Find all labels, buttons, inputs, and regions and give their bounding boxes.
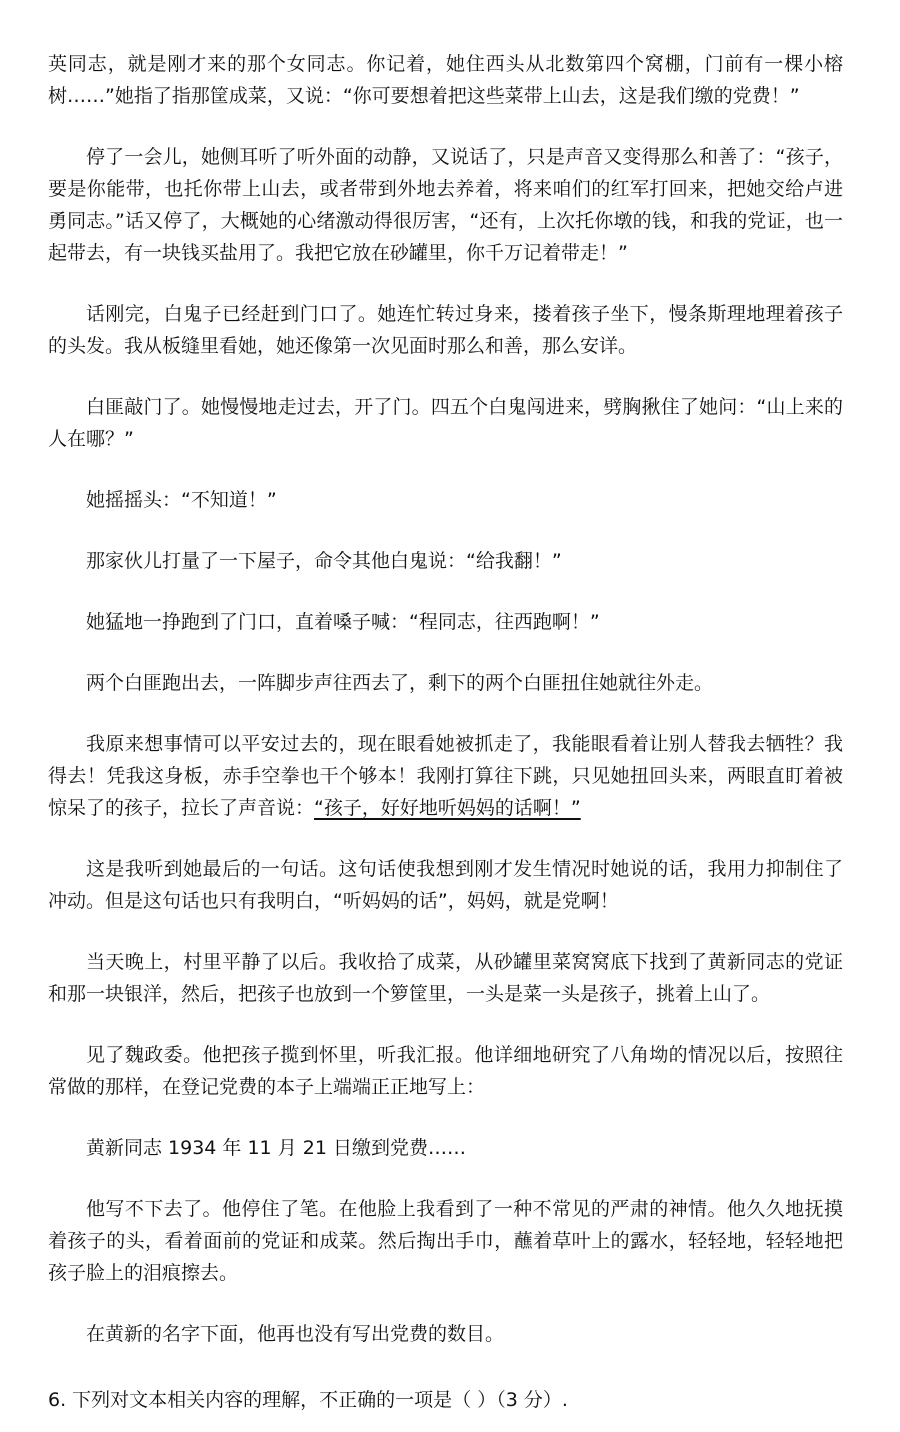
paragraph-6: 那家伙儿打量了一下屋子，命令其他白鬼说：“给我翻！” bbox=[86, 550, 562, 572]
paragraph-2: 停了一会儿，她侧耳听了听外面的动静，又说话了，只是声音又变得那么和善了：“孩子，要是你能带，也托你带上山去，或者带到外地去养着，将来咱们的红军打回来，把她交给卢进勇同志。”话又停了，大概她的心绪激动得很厉害，“还有，上次托你墩的钱，和我的党证，也一起带去，有一块钱买盐用了。我把它放在砂罐里，你千万记着带走！” bbox=[48, 146, 843, 264]
paragraph-14: 他写不下去了。他停住了笔。在他脸上我看到了一种不常见的严肃的神情。他久久地抚摸着孩子的头，看着面前的党证和成菜。然后掏出手巾，蘸着草叶上的露水，轻轻地，轻轻地把孩子脸上的泪痕擦去。 bbox=[48, 1198, 843, 1284]
question-6: 6. 下列对文本相关内容的理解，不正确的一项是（ ）（3 分）. bbox=[48, 1389, 568, 1411]
paragraph-7: 她猛地一挣跑到了门口，直着嗓子喊：“程同志，往西跑啊！” bbox=[86, 611, 600, 633]
paragraph-10: 这是我听到她最后的一句话。这句话使我想到刚才发生情况时她说的话，我用力抑制住了冲动。但是这句话也只有我明白，“听妈妈的话”，妈妈，就是党啊！ bbox=[48, 858, 843, 912]
paragraph-3: 话刚完，白鬼子已经赶到门口了。她连忙转过身来，搂着孩子坐下，慢条斯理地理着孩子的头发。我从板缝里看她，她还像第一次见面时那么和善，那么安详。 bbox=[48, 303, 843, 357]
paragraph-4: 白匪敲门了。她慢慢地走过去，开了门。四五个白鬼闯进来，劈胸揪住了她问：“山上来的人在哪？” bbox=[48, 396, 843, 450]
paragraph-15: 在黄新的名字下面，他再也没有写出党费的数目。 bbox=[86, 1323, 505, 1345]
paragraph-11: 当天晚上，村里平静了以后。我收拾了成菜，从砂罐里菜窝窝底下找到了黄新同志的党证和那一块银洋，然后，把孩子也放到一个箩筐里，一头是菜一头是孩子，挑着上山了。 bbox=[48, 951, 843, 1005]
document-page bbox=[48, 48, 843, 1416]
paragraph-8: 两个白匪跑出去，一阵脚步声往西去了，剩下的两个白匪扭住她就往外走。 bbox=[86, 672, 714, 694]
paragraph-12: 见了魏政委。他把孩子揽到怀里，听我汇报。他详细地研究了八角坳的情况以后，按照往常做的那样，在登记党费的本子上端端正正地写上： bbox=[48, 1044, 843, 1098]
paragraph-13: 黄新同志 1934 年 11 月 21 日缴到党费…… bbox=[86, 1137, 466, 1159]
underlined-quote: “孩子，好好地听妈妈的话啊！” bbox=[314, 797, 581, 819]
paragraph-9 bbox=[48, 728, 843, 824]
paragraph-9-text: 我原来想事情可以平安过去的，现在眼看她被抓走了，我能眼看着让别人替我去牺牲？我得去！凭我这身板，赤手空拳也干个够本！我刚打算往下跳，只见她扭回头来，两眼直盯着被惊呆了的孩子，拉长了声音说： bbox=[48, 733, 843, 819]
paragraph-1: 英同志，就是刚才来的那个女同志。你记着，她住西头从北数第四个窝棚，门前有一棵小榕树……”她指了指那筐成菜，又说：“你可要想着把这些菜带上山去，这是我们缴的党费！” bbox=[48, 53, 843, 107]
paragraph-5: 她摇摇头：“不知道！” bbox=[86, 489, 277, 511]
